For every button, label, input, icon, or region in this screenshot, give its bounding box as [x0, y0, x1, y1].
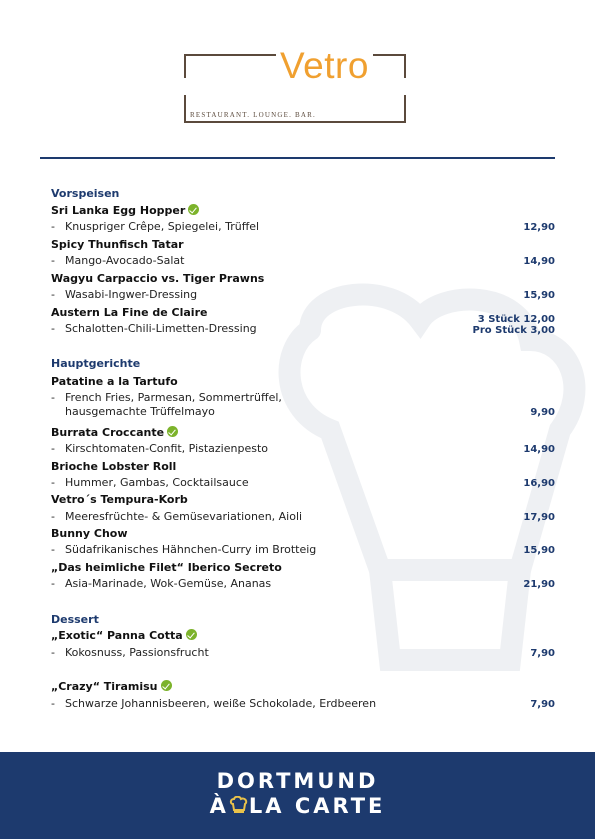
dish-name: Brioche Lobster Roll [51, 460, 177, 473]
dish-price: 14,90 [523, 256, 555, 267]
dish-description: - Mango-Avocado-Salat [51, 254, 185, 267]
price-line: Pro Stück 3,00 [472, 325, 555, 336]
dish-description: - Knuspriger Crêpe, Spiegelei, Trüffel [51, 220, 260, 233]
dish-name: Vetro´s Tempura-Korb [51, 493, 188, 506]
dish-name: Patatine a la Tartufo [51, 375, 178, 388]
dish-description: - Kokosnuss, Passionsfrucht [51, 646, 209, 659]
dish-price: 15,90 [523, 545, 555, 556]
vegetarian-icon [186, 629, 197, 640]
dish-name: Burrata Croccante [51, 426, 178, 439]
dish-description: - Kirschtomaten-Confit, Pistazienpesto [51, 442, 269, 455]
dish-name: „Crazy“ Tiramisu [51, 680, 172, 693]
dish-price: 17,90 [523, 512, 555, 523]
dish-description: - Wasabi-Ingwer-Dressing [51, 288, 198, 301]
dish-description: - Schwarze Johannisbeeren, weiße Schokolade, Erdbeeren [51, 697, 377, 710]
dish-description: - Schalotten-Chili-Limetten-Dressing [51, 322, 257, 335]
dish-name: „Das heimliche Filet“ Iberico Secreto [51, 561, 282, 574]
dish-price: 16,90 [523, 478, 555, 489]
vegetarian-icon [167, 426, 178, 437]
logo-tagline: RESTAURANT. LOUNGE. BAR. [190, 111, 316, 119]
dish-name: Wagyu Carpaccio vs. Tiger Prawns [51, 272, 265, 285]
dish-description: - Asia-Marinade, Wok-Gemüse, Ananas [51, 577, 272, 590]
logo-brand-name: Vetro [276, 46, 373, 86]
dish-description: - French Fries, Parmesan, Sommertrüffel, [51, 391, 282, 404]
dish-name: Bunny Chow [51, 527, 128, 540]
section-title-dessert: Dessert [51, 613, 99, 626]
dish-price [473, 314, 555, 336]
vetro-logo [184, 44, 412, 126]
dish-name: „Exotic“ Panna Cotta [51, 629, 197, 642]
dish-price: 7,90 [530, 699, 555, 710]
dish-price: 7,90 [530, 648, 555, 659]
dish-name: Austern La Fine de Claire [51, 306, 208, 319]
header-divider [40, 157, 555, 159]
section-title-vorspeisen: Vorspeisen [51, 187, 120, 200]
dish-description: - Meeresfrüchte- & Gemüsevariationen, Aioli [51, 510, 303, 523]
vegetarian-icon [188, 204, 199, 215]
price-line: 3 Stück 12,00 [477, 314, 555, 325]
vegetarian-icon [161, 680, 172, 691]
footer-banner [0, 752, 595, 839]
dish-description: - Südafrikanisches Hähnchen-Curry im Brotteig [51, 543, 317, 556]
dish-name: Sri Lanka Egg Hopper [51, 204, 199, 217]
chef-hat-icon [229, 796, 249, 814]
dish-price: 15,90 [523, 290, 555, 301]
dish-price: 21,90 [523, 579, 555, 590]
dish-description: - Hummer, Gambas, Cocktailsauce [51, 476, 249, 489]
footer-line-a-la-carte: À LA CARTE [209, 794, 386, 818]
dish-description-continued: hausgemachte Trüffelmayo [65, 405, 215, 418]
section-title-hauptgerichte: Hauptgerichte [51, 357, 141, 370]
dish-price: 14,90 [523, 444, 555, 455]
dish-name: Spicy Thunfisch Tatar [51, 238, 184, 251]
dish-price: 9,90 [530, 407, 555, 418]
footer-line-dortmund: DORTMUND [216, 769, 379, 793]
dish-price: 12,90 [523, 222, 555, 233]
